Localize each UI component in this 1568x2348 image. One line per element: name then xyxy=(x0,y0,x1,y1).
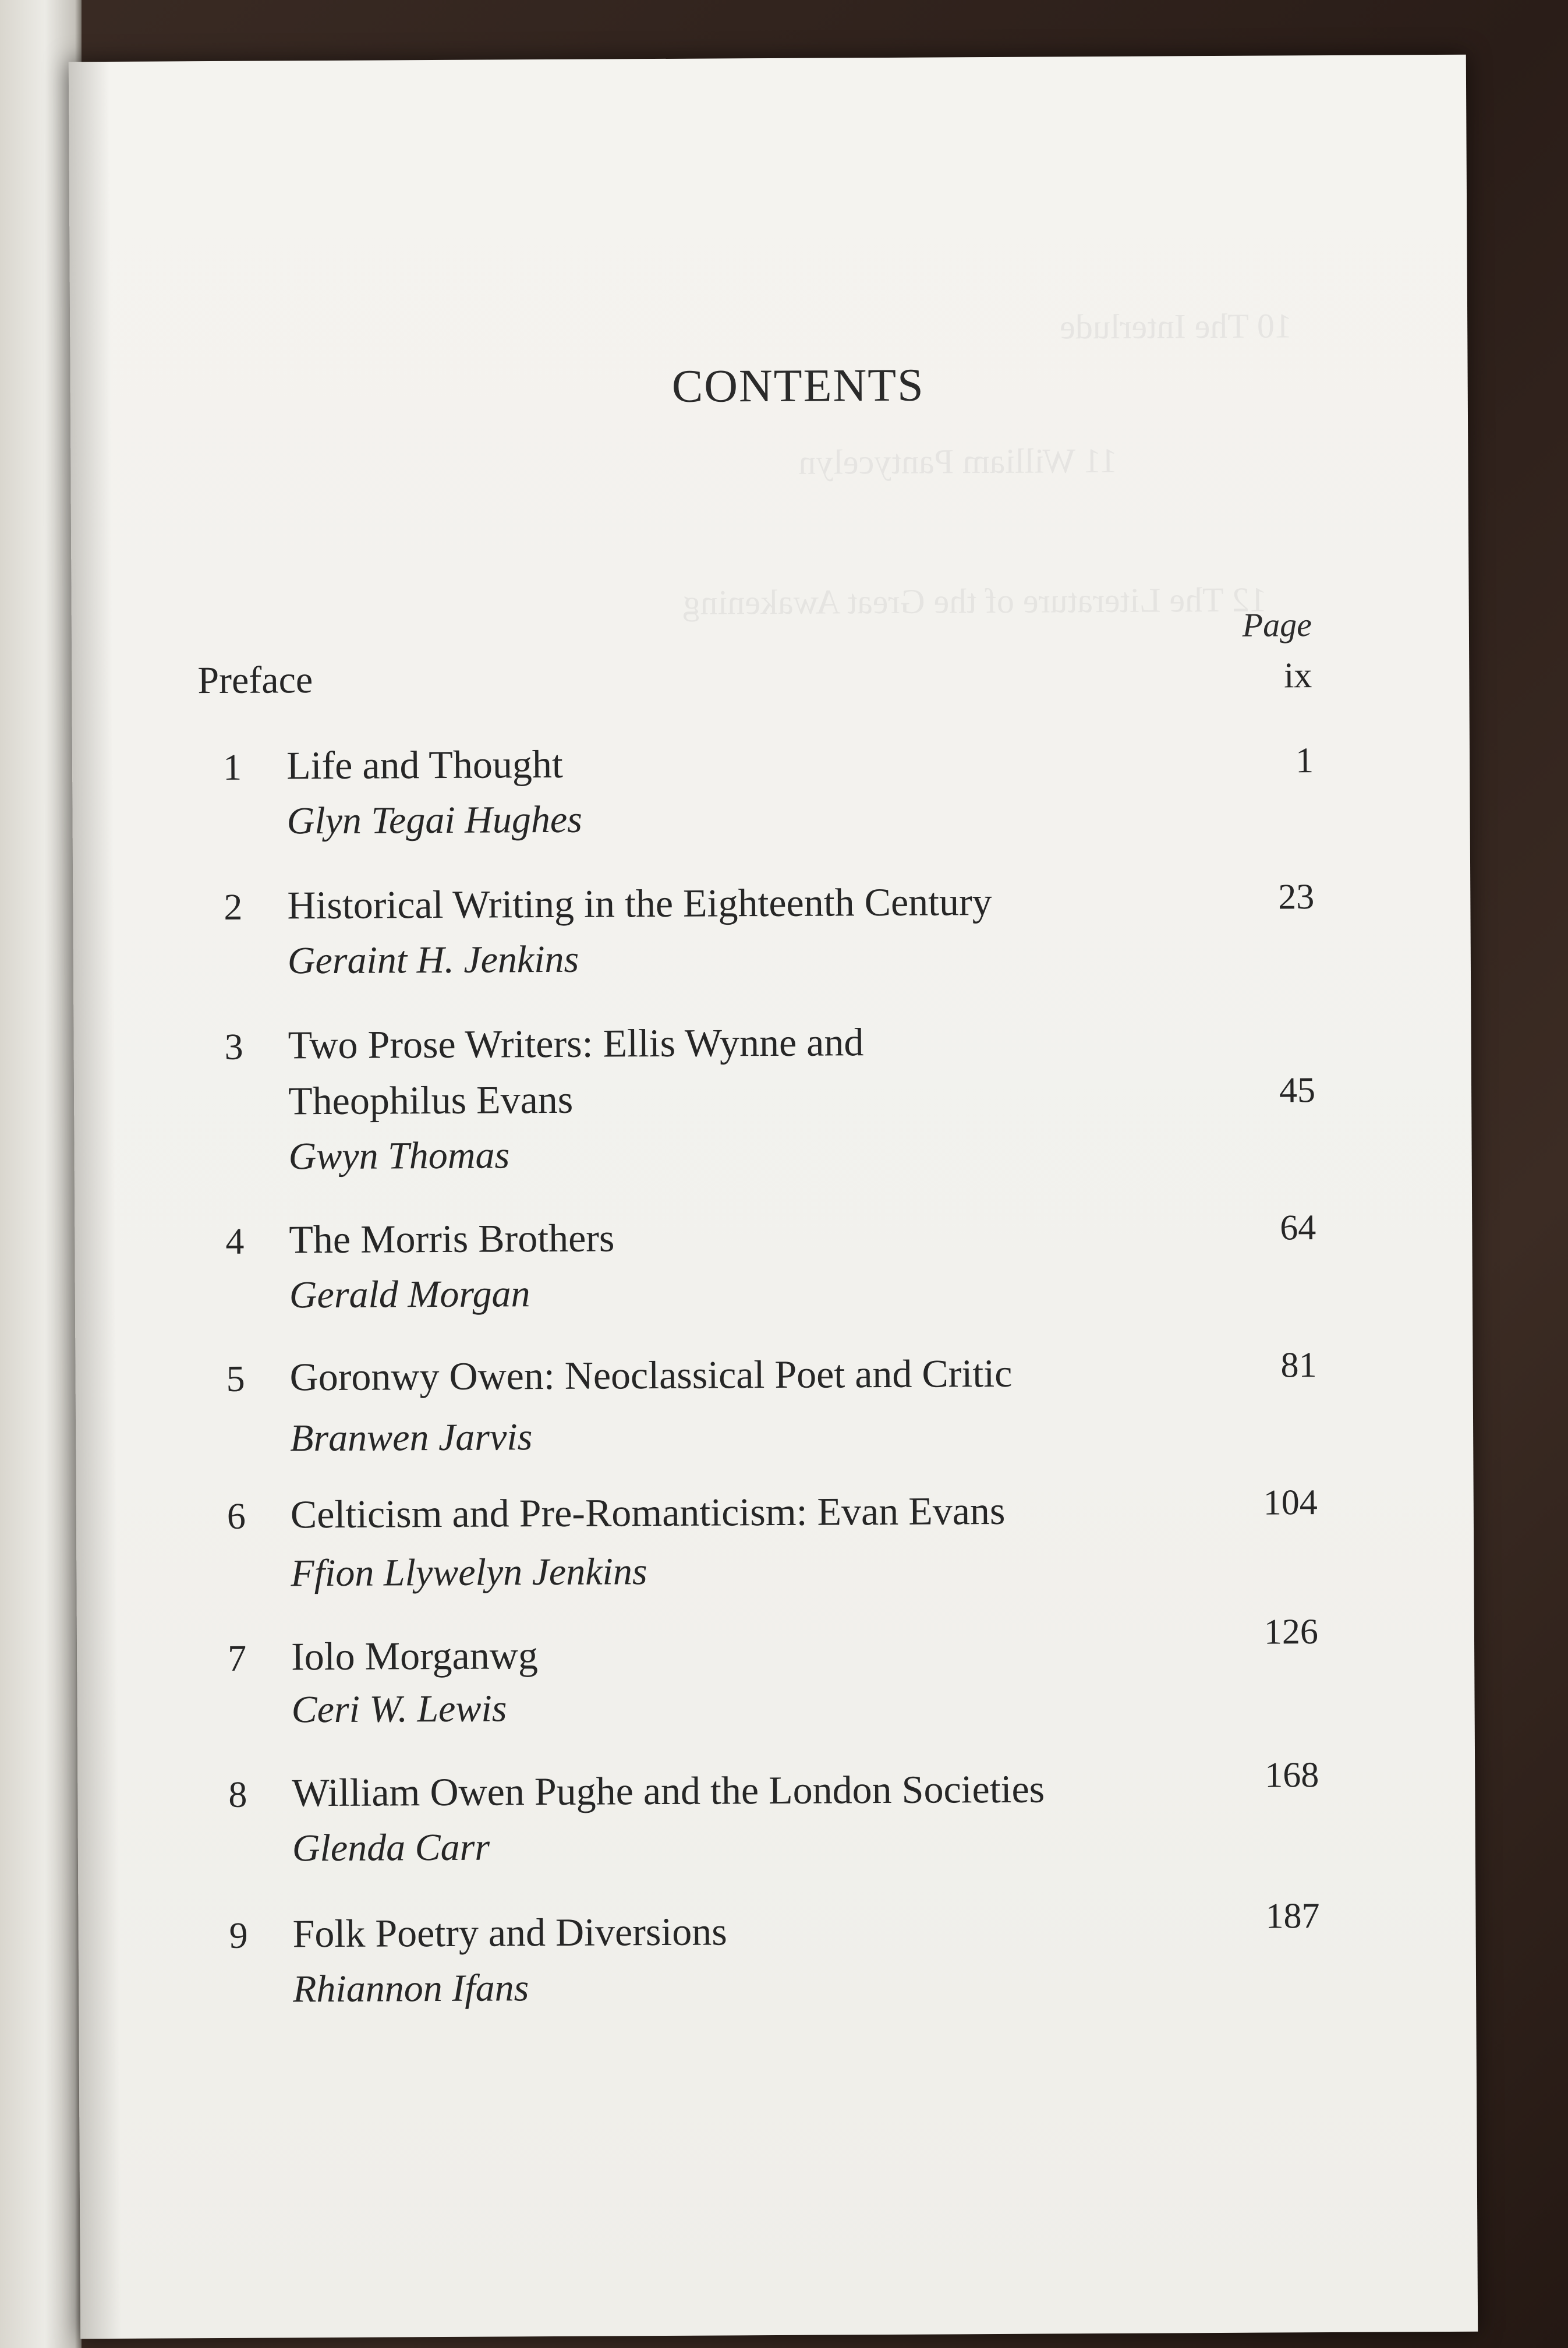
chapter-number: 1 xyxy=(222,746,242,788)
chapter-page-number: 81 xyxy=(1280,1345,1317,1385)
chapter-page-number: 64 xyxy=(1280,1208,1316,1248)
show-through-text: 12 The Literature of the Great Awakening xyxy=(682,580,1267,622)
book-page xyxy=(69,55,1478,2339)
chapter-author: Ceri W. Lewis xyxy=(291,1687,507,1731)
chapter-number: 5 xyxy=(226,1357,245,1399)
page-column-label: Page xyxy=(1242,606,1312,644)
chapter-author: Rhiannon Ifans xyxy=(292,1967,529,2011)
preface-label: Preface xyxy=(197,659,313,702)
chapter-page-number: 187 xyxy=(1265,1896,1320,1936)
toc-entry xyxy=(217,1612,1335,1731)
adjacent-page-edge xyxy=(0,0,82,2348)
toc-entry xyxy=(215,1345,1333,1460)
chapter-author: Ffion Llywelyn Jenkins xyxy=(291,1550,647,1595)
chapter-number: 3 xyxy=(224,1026,243,1067)
chapter-title: The Morris Brothers xyxy=(289,1215,615,1262)
toc-entry xyxy=(214,1208,1332,1317)
toc-entry xyxy=(212,740,1330,843)
chapter-page-number: 104 xyxy=(1263,1483,1318,1523)
chapter-title: Life and Thought xyxy=(286,741,563,788)
show-through-text: 11 William Pantycelyn xyxy=(798,441,1118,482)
chapter-number: 8 xyxy=(228,1773,247,1815)
chapter-title: Iolo Morganwg xyxy=(291,1633,539,1679)
chapter-page-number: 126 xyxy=(1263,1612,1319,1652)
chapter-title-continued: Theophilus Evans xyxy=(288,1077,574,1123)
chapter-title: William Owen Pughe and the London Societies xyxy=(292,1766,1045,1815)
chapter-title: Celticism and Pre-Romanticism: Evan Evans xyxy=(290,1488,1006,1537)
chapter-author: Gwyn Thomas xyxy=(288,1134,510,1178)
toc-entry xyxy=(218,1896,1336,2011)
toc-entry xyxy=(213,877,1330,982)
toc-entry xyxy=(216,1483,1334,1595)
toc-entry xyxy=(213,1020,1331,1178)
chapter-title: Two Prose Writers: Ellis Wynne and xyxy=(288,1020,864,1067)
chapter-author: Gerald Morgan xyxy=(289,1272,530,1317)
chapter-title: Folk Poetry and Diversions xyxy=(292,1909,727,1956)
chapter-page-number: 23 xyxy=(1278,877,1315,917)
chapter-page-number: 168 xyxy=(1265,1755,1319,1795)
preface-page-number: ix xyxy=(1283,656,1312,696)
page-title: CONTENTS xyxy=(671,359,925,412)
chapter-number: 6 xyxy=(226,1495,246,1537)
chapter-author: Glyn Tegai Hughes xyxy=(286,798,583,843)
chapter-author: Branwen Jarvis xyxy=(289,1416,533,1460)
chapter-number: 9 xyxy=(229,1914,248,1956)
chapter-page-number: 45 xyxy=(1279,1070,1316,1111)
chapter-number: 7 xyxy=(227,1637,247,1679)
show-through-text: 10 The Interlude xyxy=(1060,306,1293,346)
chapter-page-number: 1 xyxy=(1295,741,1314,781)
chapter-title: Goronwy Owen: Neoclassical Poet and Critic xyxy=(289,1350,1013,1399)
chapter-author: Glenda Carr xyxy=(292,1826,490,1870)
chapter-title: Historical Writing in the Eighteenth Century xyxy=(287,879,992,928)
chapter-number: 4 xyxy=(225,1220,245,1262)
chapter-number: 2 xyxy=(224,886,243,928)
toc-entry xyxy=(217,1755,1335,1870)
chapter-author: Geraint H. Jenkins xyxy=(287,938,579,982)
